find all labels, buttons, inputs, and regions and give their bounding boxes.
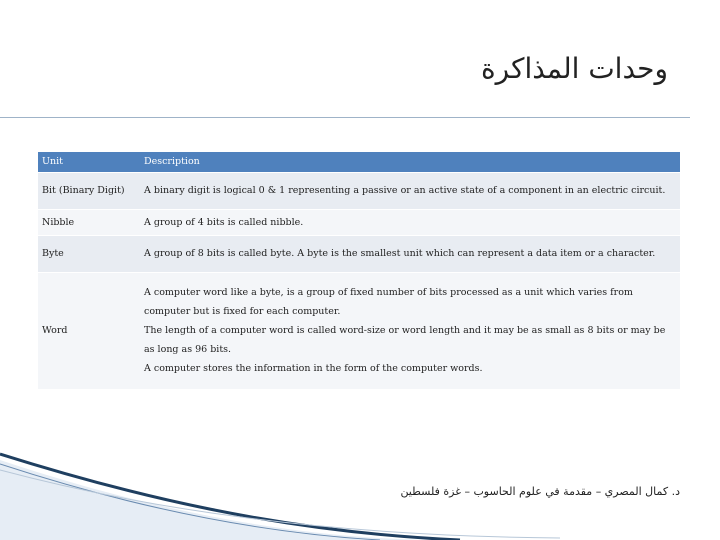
header-description: Description: [144, 156, 200, 168]
unit-cell: Bit (Binary Digit): [38, 172, 140, 209]
memory-units-table: [38, 152, 680, 389]
table-row: [38, 209, 680, 235]
description-line: The length of a computer word is called word-size or word length and it may be as small as 8 bits or may be as long as 96 bits.: [144, 325, 666, 356]
description-line: A computer word like a byte, is a group of fixed number of bits processed as a unit which varies from computer but is fixed for each computer.: [144, 287, 633, 318]
description-cell: [140, 172, 680, 209]
description-line: A group of 4 bits is called nibble.: [144, 216, 304, 228]
page-title: وحدات المذاكرة: [481, 52, 668, 85]
description-cell: [140, 272, 680, 389]
title-divider: [0, 117, 690, 118]
table-row: [38, 172, 680, 209]
footer-text: د. كمال المصري – مقدمة في علوم الحاسوب – غزة فلسطين: [400, 485, 680, 498]
unit-cell: Byte: [38, 235, 140, 272]
description-line: A binary digit is logical 0 & 1 representing a passive or an active state of a component in an electric circuit.: [144, 185, 666, 196]
description-cell: [140, 235, 680, 272]
header-unit: Unit: [42, 156, 63, 168]
table-header-row: [38, 152, 680, 172]
description-line: A computer stores the information in the form of the computer words.: [144, 363, 483, 375]
table-row: [38, 235, 680, 272]
table-row: [38, 272, 680, 389]
description-cell: [140, 209, 680, 235]
description-line: A group of 8 bits is called byte. A byte is the smallest unit which can represent a data item or a character.: [144, 248, 656, 259]
unit-cell: Word: [38, 272, 140, 389]
unit-cell: Nibble: [38, 209, 140, 235]
